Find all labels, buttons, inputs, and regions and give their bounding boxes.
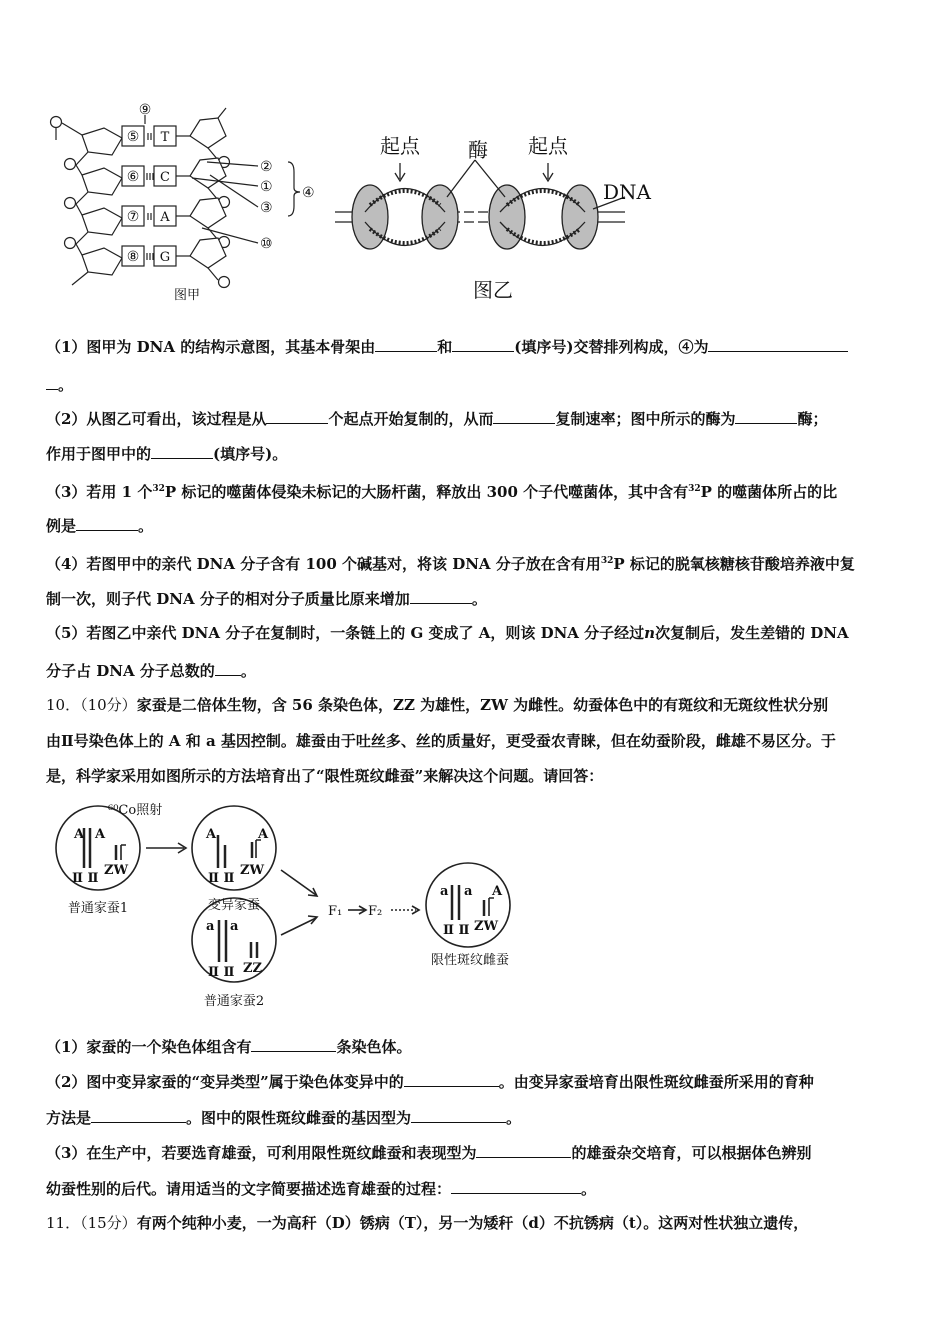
label-co-irradiation: ⁶⁰Co照射 (108, 803, 163, 818)
q9-part2-cont (46, 443, 906, 464)
label-silkworm-2: 普通家蚕2 (203, 994, 265, 1009)
answer-blank[interactable] (91, 1107, 186, 1123)
label-enzyme: 酶 (468, 138, 488, 162)
q9-p5-text-d: 。 (240, 662, 256, 680)
label-dna: DNA (603, 180, 651, 204)
label-5: ⑤ (126, 129, 140, 145)
q10-p3-text-d: 。 (581, 1180, 597, 1198)
q9-part5-cont (46, 660, 906, 681)
q9-p1-text-b: 和 (437, 338, 453, 356)
label-6: ⑥ (126, 169, 140, 185)
label-silkworm-1: 普通家蚕1 (67, 901, 129, 916)
answer-blank[interactable] (46, 374, 58, 390)
q10-p3-text-b: 的雄蚕杂交培育，可以根据体色辨别 (571, 1144, 812, 1162)
q10-p3-text-c: 幼蚕性别的后代。请用适当的文字简要描述选育雄蚕的过程： (46, 1180, 452, 1198)
q10-p2-text-e: 。 (506, 1109, 522, 1127)
base-t: T (160, 130, 170, 145)
answer-blank[interactable] (410, 588, 472, 604)
base-a: A (160, 210, 170, 225)
allele-a: a (440, 884, 449, 899)
label-9: ⑨ (138, 102, 152, 118)
caption-yi: 图乙 (473, 278, 513, 302)
q9-p3-text-a: （3）若用 1 个 (46, 483, 153, 501)
q10-p2-text-c: 方法是 (46, 1109, 92, 1127)
chromosome-ii-label: Ⅱ Ⅱ (72, 871, 99, 886)
answer-blank[interactable] (375, 336, 437, 352)
q10-part2 (46, 1071, 906, 1092)
allele-A: A (492, 884, 503, 899)
q9-p5-text-a: （5）若图乙中亲代 DNA 分子在复制时，一条链上的 G 变成了 A，则该 DNA 分子经过 (46, 624, 645, 642)
q9-p4-text-a: （4）若图甲中的亲代 DNA 分子含有 100 个碱基对，将该 DNA 分子放在含有用 (46, 555, 601, 573)
q9-part5 (46, 623, 906, 643)
caption-jia: 图甲 (173, 288, 201, 303)
label-limited-female: 限性斑纹雌蚕 (430, 953, 510, 968)
zw-label: ZW (240, 863, 265, 878)
q9-p4-text-d: 。 (471, 590, 487, 608)
q10-part3-cont (46, 1178, 906, 1199)
figure-silkworm-breeding (46, 800, 546, 1022)
q9-p1-text-d: 。 (58, 376, 74, 394)
allele-A: A (258, 827, 269, 842)
q10-number: 10．（10分） (46, 696, 137, 714)
base-c: C (160, 170, 170, 185)
q10-stem-line2 (46, 731, 906, 751)
q9-p2-text-c: 复制速率；图中所示的酶为 (555, 410, 736, 428)
answer-blank[interactable] (735, 408, 797, 424)
label-8: ⑧ (126, 249, 140, 265)
q11-text-1: 有两个纯种小麦，一为高秆（D）锈病（T），另一为矮秆（d）不抗锈病（t）。这两对性状独立遗传， (136, 1214, 809, 1232)
q9-part3 (46, 479, 906, 502)
q9-part4 (46, 551, 906, 574)
q10-p2-text-b: 。由变异家蚕培育出限性斑纹雌蚕所采用的育种 (498, 1073, 814, 1091)
figure-jia-dna-structure (42, 100, 332, 305)
superscript-32: 32 (600, 556, 614, 566)
allele-a: a (230, 919, 239, 934)
chromosome-ii-label: Ⅱ Ⅱ (208, 871, 235, 886)
q10-p1-text-b: 条染色体。 (336, 1038, 412, 1056)
q10-text-3: 是，科学家采用如图所示的方法培育出了“限性斑纹雌蚕”来解决这个问题。请回答： (46, 767, 604, 785)
q10-p3-text-a: （3）在生产中，若要选育雄蚕，可利用限性斑纹雌蚕和表现型为 (46, 1144, 477, 1162)
answer-blank[interactable] (251, 1036, 336, 1052)
q10-p1-text-a: （1）家蚕的一个染色体组含有 (46, 1038, 252, 1056)
q11-stem-line1 (46, 1213, 906, 1233)
q9-p2-text-a: （2）从图乙可看出，该过程是从 (46, 410, 267, 428)
answer-blank[interactable] (151, 443, 213, 459)
allele-a: a (206, 919, 215, 934)
allele-A: A (95, 827, 106, 842)
q9-p4-text-c: 制一次，则子代 DNA 分子的相对分子质量比原来增加 (46, 590, 410, 608)
chromosome-ii-label: Ⅱ Ⅱ (208, 965, 235, 980)
q9-part1 (46, 336, 906, 357)
base-g: G (159, 250, 171, 265)
answer-blank[interactable] (215, 660, 241, 676)
q10-text-2: 由Ⅱ号染色体上的 A 和 a 基因控制。雄蚕由于吐丝多、丝的质量好，更受蚕农青睐，但在幼蚕阶段，雌雄不易区分。于 (46, 732, 836, 750)
q10-text-1: 家蚕是二倍体生物，含 56 条染色体，ZZ 为雄性，ZW 为雌性。幼蚕体色中的有斑纹和无斑纹性状分别 (136, 696, 829, 714)
q9-p2-text-b: 个起点开始复制的，从而 (328, 410, 494, 428)
superscript-32: 32 (152, 484, 165, 494)
q10-p2-text-a: （2）图中变异家蚕的“变异类型”属于染色体变异中的 (46, 1073, 404, 1091)
q10-part1 (46, 1036, 906, 1057)
answer-blank[interactable] (404, 1071, 499, 1087)
label-mutant-silkworm: 变异家蚕 (207, 898, 261, 913)
answer-blank[interactable] (452, 336, 514, 352)
q9-p4-text-b: P 标记的脱氧核糖核苷酸培养液中复 (613, 555, 855, 573)
label-f1: F₁ (328, 904, 343, 919)
label-1: ① (260, 179, 273, 195)
chromosome-ii-label: Ⅱ Ⅱ (443, 923, 470, 938)
q9-p5-text-b: 次复制后，发生差错的 DNA (655, 624, 849, 642)
label-f2: F₂ (368, 904, 383, 919)
q10-part3 (46, 1142, 906, 1163)
q10-p2-text-d: 。图中的限性斑纹雌蚕的基因型为 (186, 1109, 412, 1127)
figure-yi-dna-replication (335, 125, 665, 305)
answer-blank[interactable] (451, 1178, 581, 1194)
allele-A: A (74, 827, 85, 842)
q9-p2-text-e: 作用于图甲中的 (46, 445, 152, 463)
q9-p2-text-f: (填序号)。 (213, 445, 288, 463)
zw-label: ZW (474, 919, 499, 934)
q9-part3-cont (46, 515, 906, 536)
q9-p5-text-c: 分子占 DNA 分子总数的 (46, 662, 215, 680)
zw-label: ZW (104, 863, 129, 878)
q10-stem-line3 (46, 766, 906, 786)
q9-p1-text-a: （1）图甲为 DNA 的结构示意图，其基本骨架由 (46, 338, 376, 356)
allele-a: a (464, 884, 473, 899)
allele-A: A (206, 827, 217, 842)
q9-p3-text-d: 例是 (46, 517, 77, 535)
superscript-32: 32 (688, 484, 701, 494)
label-2: ② (260, 159, 273, 175)
answer-blank[interactable] (266, 408, 328, 424)
label-7: ⑦ (126, 209, 140, 225)
q9-p3-text-c: P 的噬菌体所占的比 (700, 483, 838, 501)
label-10: ⑩ (260, 236, 273, 252)
q9-part2 (46, 408, 906, 429)
answer-blank[interactable] (76, 515, 138, 531)
q9-part1-cont (46, 374, 906, 395)
answer-blank[interactable] (476, 1142, 571, 1158)
label-3: ③ (260, 200, 273, 216)
q9-part4-cont (46, 588, 906, 609)
label-origin-left: 起点 (380, 134, 420, 158)
q9-p3-text-b: P 标记的噬菌体侵染未标记的大肠杆菌，释放出 300 个子代噬菌体，其中含有 (164, 483, 689, 501)
label-4: ④ (302, 185, 315, 201)
q10-part2-cont (46, 1107, 906, 1128)
q9-p3-text-e: 。 (138, 517, 154, 535)
answer-blank[interactable] (411, 1107, 506, 1123)
q9-p2-text-d: 酶； (797, 410, 828, 428)
zz-label: ZZ (243, 961, 262, 976)
answer-blank[interactable] (708, 336, 848, 352)
answer-blank[interactable] (493, 408, 555, 424)
q10-stem-line1 (46, 695, 906, 715)
variable-n: n (644, 624, 656, 642)
label-origin-right: 起点 (528, 134, 568, 158)
q9-p1-text-c: (填序号)交替排列构成，④为 (514, 338, 709, 356)
q11-number: 11．（15分） (46, 1214, 137, 1232)
